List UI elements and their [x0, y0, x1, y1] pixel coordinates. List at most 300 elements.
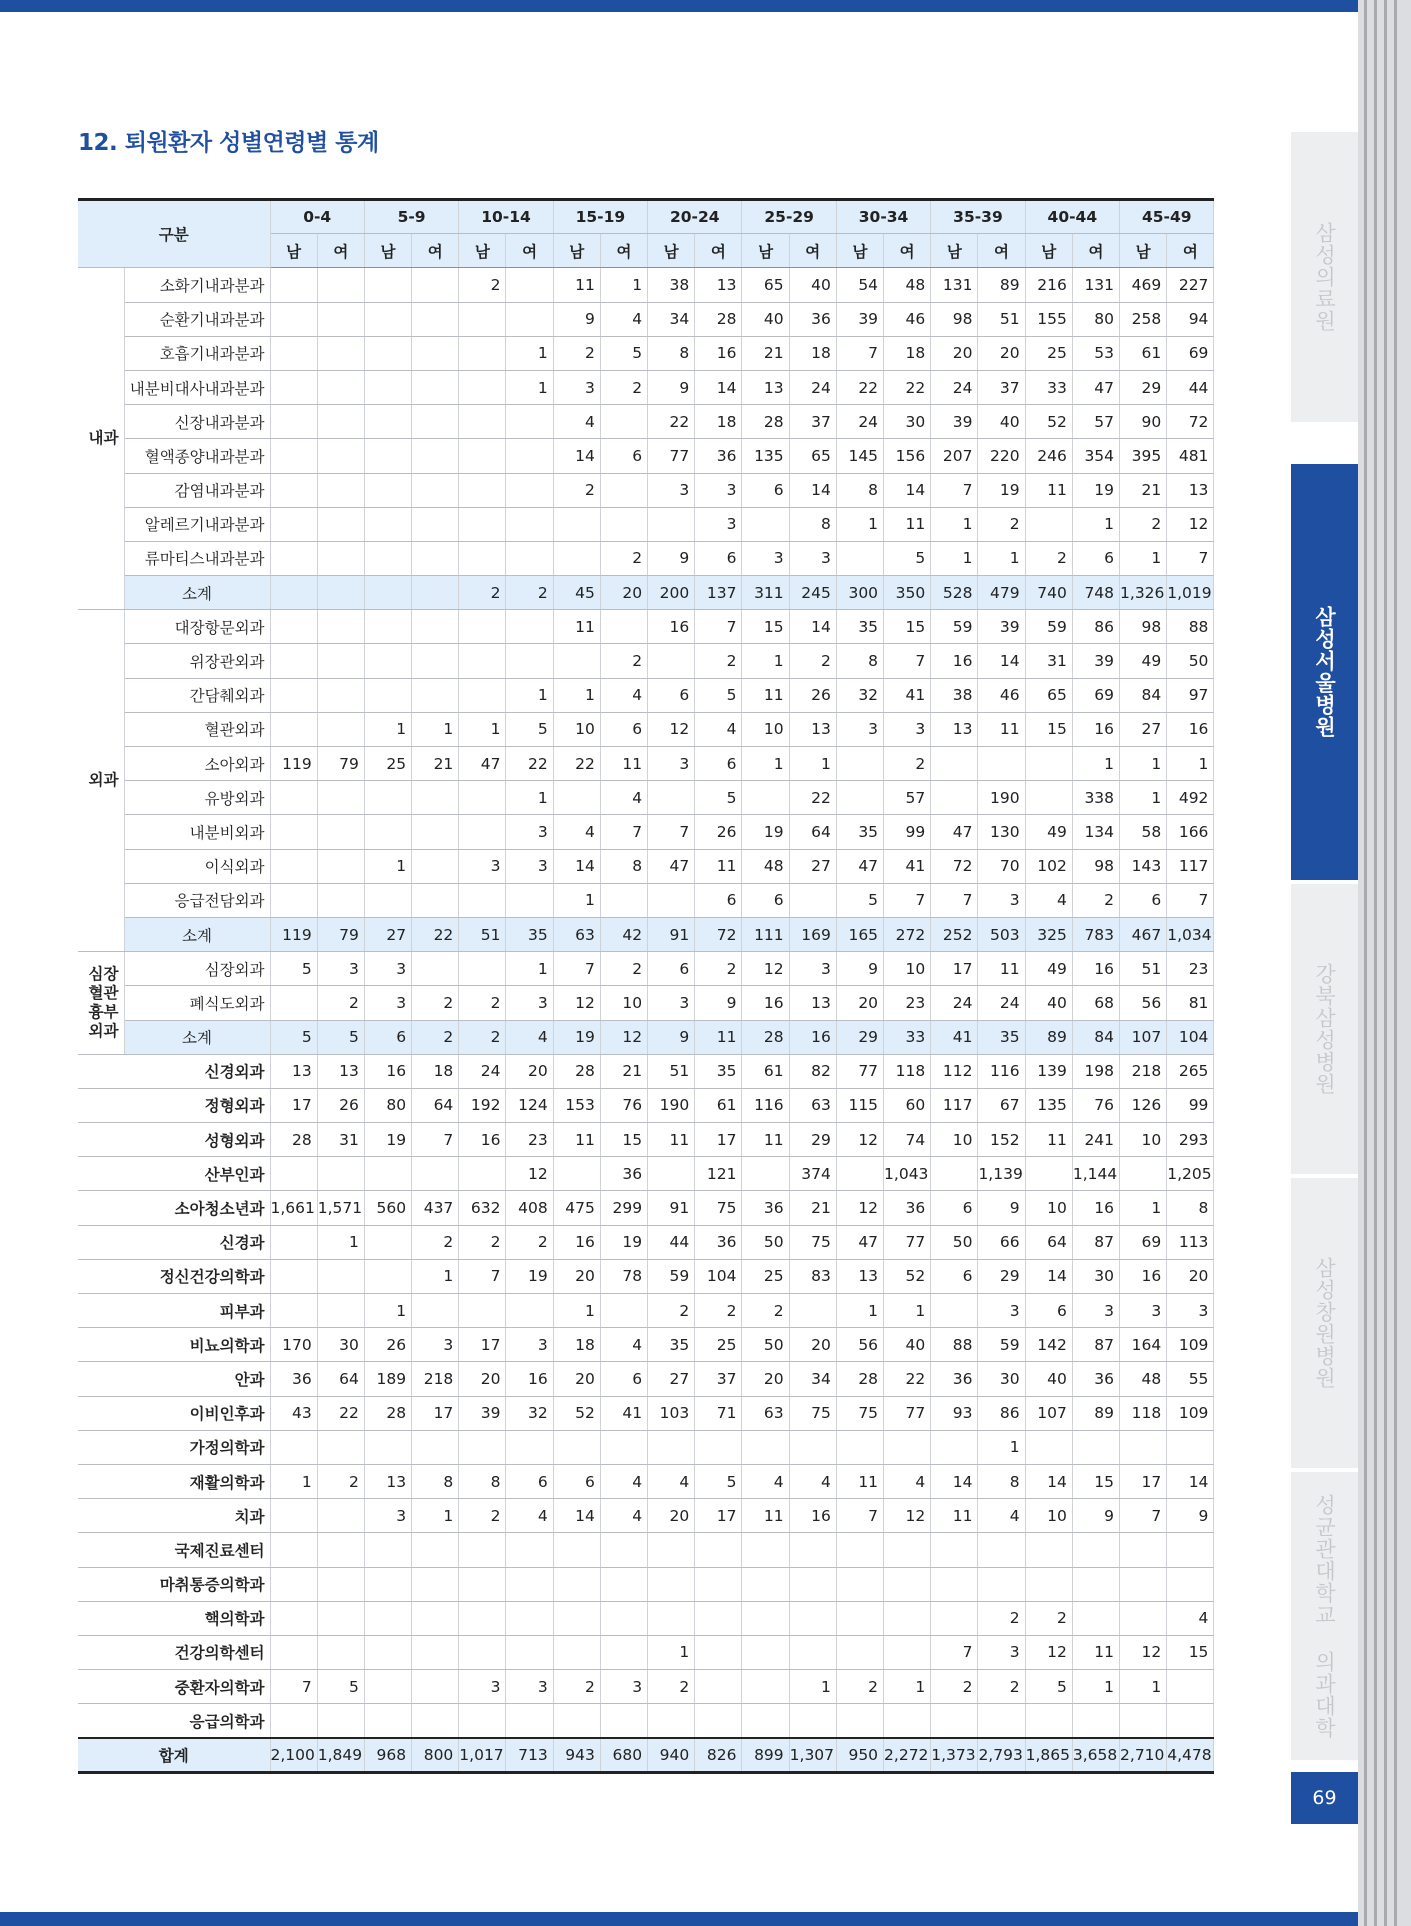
header-row-age	[78, 200, 1214, 234]
value-cell: 77	[648, 439, 695, 473]
value-cell: 12	[836, 1123, 883, 1157]
value-cell	[317, 1430, 364, 1464]
table-row	[78, 1567, 1214, 1601]
value-cell: 99	[1167, 1088, 1214, 1122]
value-cell	[364, 610, 411, 644]
value-cell: 17	[695, 1499, 742, 1533]
value-cell: 28	[364, 1396, 411, 1430]
value-cell: 131	[931, 268, 978, 302]
value-cell: 5	[506, 712, 553, 746]
value-cell: 218	[1120, 1054, 1167, 1088]
value-cell	[459, 1567, 506, 1601]
value-cell: 4	[1167, 1601, 1214, 1635]
value-cell	[931, 1533, 978, 1567]
value-cell	[317, 1499, 364, 1533]
value-cell: 207	[931, 439, 978, 473]
value-cell: 560	[364, 1191, 411, 1225]
value-cell: 25	[742, 1259, 789, 1293]
value-cell: 2	[931, 1670, 978, 1704]
value-cell: 2	[459, 1499, 506, 1533]
value-cell: 1	[506, 678, 553, 712]
value-cell	[695, 1430, 742, 1464]
value-cell	[317, 473, 364, 507]
value-cell: 66	[978, 1225, 1025, 1259]
value-cell	[506, 302, 553, 336]
value-cell: 24	[978, 986, 1025, 1020]
value-cell: 64	[317, 1362, 364, 1396]
side-tab-label: 강북삼성병원	[1312, 963, 1337, 1095]
value-cell: 14	[789, 473, 836, 507]
value-cell: 1	[506, 370, 553, 404]
value-cell	[317, 1533, 364, 1567]
value-cell: 190	[648, 1088, 695, 1122]
value-cell	[1072, 1533, 1119, 1567]
value-cell: 50	[742, 1328, 789, 1362]
value-cell: 119	[270, 917, 317, 951]
side-tab[interactable]	[1291, 132, 1358, 422]
value-cell: 80	[1072, 302, 1119, 336]
value-cell	[270, 1533, 317, 1567]
value-cell: 84	[1120, 678, 1167, 712]
value-cell: 16	[1072, 952, 1119, 986]
value-cell: 75	[789, 1225, 836, 1259]
value-cell	[506, 1294, 553, 1328]
value-cell: 53	[1072, 336, 1119, 370]
value-cell: 60	[884, 1088, 931, 1122]
value-cell: 28	[742, 405, 789, 439]
value-cell	[506, 1635, 553, 1669]
header-age-group: 30-34	[836, 200, 930, 234]
value-cell: 109	[1167, 1328, 1214, 1362]
side-tab[interactable]	[1291, 1178, 1358, 1468]
value-cell: 899	[742, 1738, 789, 1772]
value-cell: 5	[695, 781, 742, 815]
value-cell: 7	[884, 883, 931, 917]
value-cell: 189	[364, 1362, 411, 1396]
value-cell: 16	[742, 986, 789, 1020]
value-cell	[648, 1430, 695, 1464]
value-cell	[270, 507, 317, 541]
row-label: 류마티스내과분과	[124, 541, 270, 575]
value-cell: 1	[506, 336, 553, 370]
value-cell: 20	[600, 576, 647, 610]
value-cell: 77	[884, 1225, 931, 1259]
side-tab[interactable]	[1291, 884, 1358, 1174]
value-cell	[931, 1567, 978, 1601]
value-cell: 25	[695, 1328, 742, 1362]
value-cell: 1	[600, 268, 647, 302]
table-row	[78, 952, 1214, 986]
value-cell: 21	[742, 336, 789, 370]
value-cell	[270, 302, 317, 336]
value-cell: 469	[1120, 268, 1167, 302]
value-cell: 88	[931, 1328, 978, 1362]
value-cell	[317, 507, 364, 541]
value-cell	[364, 1670, 411, 1704]
value-cell: 68	[1072, 986, 1119, 1020]
value-cell: 293	[1167, 1123, 1214, 1157]
value-cell	[270, 849, 317, 883]
value-cell: 7	[695, 610, 742, 644]
header-female: 여	[506, 234, 553, 268]
page-title: 12. 퇴원환자 성별연령별 통계	[78, 130, 379, 156]
value-cell: 14	[695, 370, 742, 404]
value-cell: 29	[978, 1259, 1025, 1293]
value-cell: 16	[789, 1499, 836, 1533]
header-female: 여	[978, 234, 1025, 268]
value-cell: 6	[648, 952, 695, 986]
value-cell	[364, 1157, 411, 1191]
value-cell	[742, 1601, 789, 1635]
value-cell: 16	[506, 1362, 553, 1396]
value-cell: 169	[789, 917, 836, 951]
value-cell: 135	[742, 439, 789, 473]
value-cell	[364, 268, 411, 302]
value-cell: 5	[836, 883, 883, 917]
value-cell: 1	[553, 883, 600, 917]
value-cell: 1	[836, 507, 883, 541]
value-cell: 748	[1072, 576, 1119, 610]
value-cell: 13	[364, 1464, 411, 1498]
value-cell: 22	[506, 747, 553, 781]
value-cell	[1025, 781, 1072, 815]
value-cell: 48	[742, 849, 789, 883]
value-cell	[553, 1533, 600, 1567]
table-row	[78, 1635, 1214, 1669]
value-cell: 2	[553, 336, 600, 370]
value-cell: 43	[270, 1396, 317, 1430]
value-cell	[553, 1635, 600, 1669]
value-cell: 121	[695, 1157, 742, 1191]
value-cell	[742, 1430, 789, 1464]
value-cell: 6	[695, 541, 742, 575]
value-cell	[412, 1635, 459, 1669]
value-cell: 23	[884, 986, 931, 1020]
value-cell: 104	[1167, 1020, 1214, 1054]
value-cell	[742, 1704, 789, 1738]
value-cell: 64	[789, 815, 836, 849]
value-cell: 1,017	[459, 1738, 506, 1772]
department-label: 마취통증의학과	[78, 1567, 270, 1601]
table-row	[78, 678, 1214, 712]
value-cell	[600, 507, 647, 541]
value-cell: 3	[459, 849, 506, 883]
value-cell: 41	[931, 1020, 978, 1054]
value-cell: 14	[553, 439, 600, 473]
value-cell: 20	[836, 986, 883, 1020]
value-cell	[459, 1157, 506, 1191]
value-cell: 7	[931, 1635, 978, 1669]
value-cell: 86	[978, 1396, 1025, 1430]
value-cell	[364, 1601, 411, 1635]
value-cell	[317, 302, 364, 336]
value-cell	[364, 336, 411, 370]
value-cell: 14	[884, 473, 931, 507]
value-cell: 1,205	[1167, 1157, 1214, 1191]
value-cell: 20	[978, 336, 1025, 370]
value-cell: 15	[884, 610, 931, 644]
value-cell: 2,710	[1120, 1738, 1167, 1772]
value-cell: 7	[884, 644, 931, 678]
value-cell: 6	[742, 473, 789, 507]
value-cell	[648, 1533, 695, 1567]
value-cell: 2	[695, 952, 742, 986]
value-cell: 3	[412, 1328, 459, 1362]
value-cell: 12	[553, 986, 600, 1020]
value-cell: 91	[648, 1191, 695, 1225]
value-cell: 26	[364, 1328, 411, 1362]
value-cell: 93	[931, 1396, 978, 1430]
value-cell: 23	[1167, 952, 1214, 986]
value-cell: 131	[1072, 268, 1119, 302]
value-cell: 55	[1167, 1362, 1214, 1396]
row-label: 혈관외과	[124, 712, 270, 746]
value-cell	[1120, 1157, 1167, 1191]
value-cell: 14	[931, 1464, 978, 1498]
value-cell: 76	[1072, 1088, 1119, 1122]
side-tab[interactable]	[1291, 1472, 1358, 1760]
value-cell	[1167, 1704, 1214, 1738]
value-cell: 80	[364, 1088, 411, 1122]
value-cell: 2	[978, 1670, 1025, 1704]
value-cell: 59	[978, 1328, 1025, 1362]
value-cell: 4	[742, 1464, 789, 1498]
value-cell: 2	[884, 747, 931, 781]
table-row	[78, 302, 1214, 336]
value-cell: 12	[742, 952, 789, 986]
value-cell	[459, 1601, 506, 1635]
value-cell: 7	[648, 815, 695, 849]
value-cell: 7	[1167, 541, 1214, 575]
department-label: 안과	[78, 1362, 270, 1396]
value-cell	[412, 370, 459, 404]
header-female: 여	[1072, 234, 1119, 268]
value-cell: 29	[836, 1020, 883, 1054]
value-cell	[412, 302, 459, 336]
value-cell: 10	[1025, 1191, 1072, 1225]
value-cell	[648, 1157, 695, 1191]
value-cell	[553, 781, 600, 815]
value-cell	[506, 610, 553, 644]
value-cell: 20	[459, 1362, 506, 1396]
value-cell: 245	[789, 576, 836, 610]
value-cell: 19	[1072, 473, 1119, 507]
value-cell	[931, 1601, 978, 1635]
value-cell	[459, 644, 506, 678]
value-cell: 3	[648, 986, 695, 1020]
value-cell: 6	[1120, 883, 1167, 917]
value-cell: 11	[884, 507, 931, 541]
value-cell: 75	[695, 1191, 742, 1225]
value-cell: 2	[459, 986, 506, 1020]
value-cell: 104	[695, 1259, 742, 1293]
value-cell	[1167, 1670, 1214, 1704]
value-cell: 137	[695, 576, 742, 610]
value-cell: 90	[1120, 405, 1167, 439]
value-cell: 5	[1025, 1670, 1072, 1704]
value-cell: 22	[789, 781, 836, 815]
header-female: 여	[412, 234, 459, 268]
value-cell: 2	[412, 986, 459, 1020]
value-cell: 1,307	[789, 1738, 836, 1772]
value-cell: 1	[1120, 1670, 1167, 1704]
value-cell: 12	[648, 712, 695, 746]
value-cell: 87	[1072, 1225, 1119, 1259]
value-cell	[412, 1670, 459, 1704]
value-cell: 7	[270, 1670, 317, 1704]
value-cell: 1,865	[1025, 1738, 1072, 1772]
value-cell: 4	[884, 1464, 931, 1498]
value-cell: 47	[459, 747, 506, 781]
value-cell	[317, 644, 364, 678]
value-cell: 800	[412, 1738, 459, 1772]
value-cell: 134	[1072, 815, 1119, 849]
value-cell	[459, 370, 506, 404]
table-row	[78, 1670, 1214, 1704]
department-label: 신경외과	[78, 1054, 270, 1088]
value-cell	[1025, 1157, 1072, 1191]
value-cell: 103	[648, 1396, 695, 1430]
table-row	[78, 883, 1214, 917]
value-cell: 6	[931, 1259, 978, 1293]
value-cell	[600, 1704, 647, 1738]
value-cell	[459, 781, 506, 815]
row-label: 내분비외과	[124, 815, 270, 849]
value-cell: 3	[648, 473, 695, 507]
value-cell: 40	[978, 405, 1025, 439]
value-cell: 3	[789, 541, 836, 575]
value-cell: 72	[1167, 405, 1214, 439]
value-cell: 479	[978, 576, 1025, 610]
value-cell: 11	[978, 712, 1025, 746]
value-cell: 36	[695, 1225, 742, 1259]
side-tab[interactable]	[1291, 464, 1358, 880]
value-cell	[884, 1601, 931, 1635]
value-cell: 21	[412, 747, 459, 781]
value-cell: 475	[553, 1191, 600, 1225]
value-cell	[364, 439, 411, 473]
value-cell: 12	[836, 1191, 883, 1225]
value-cell: 1	[978, 1430, 1025, 1464]
table-row	[78, 1704, 1214, 1738]
value-cell: 1	[884, 1670, 931, 1704]
value-cell: 51	[1120, 952, 1167, 986]
value-cell: 3	[506, 849, 553, 883]
value-cell	[270, 644, 317, 678]
value-cell: 22	[317, 1396, 364, 1430]
value-cell: 18	[412, 1054, 459, 1088]
department-label: 소아청소년과	[78, 1191, 270, 1225]
department-label: 성형외과	[78, 1123, 270, 1157]
subtotal-row	[78, 576, 1214, 610]
value-cell: 2,272	[884, 1738, 931, 1772]
value-cell: 4	[553, 405, 600, 439]
value-cell: 42	[600, 917, 647, 951]
value-cell: 47	[931, 815, 978, 849]
value-cell	[317, 1259, 364, 1293]
value-cell: 166	[1167, 815, 1214, 849]
value-cell	[931, 1157, 978, 1191]
value-cell: 2	[695, 644, 742, 678]
value-cell	[317, 268, 364, 302]
value-cell	[364, 473, 411, 507]
value-cell: 13	[836, 1259, 883, 1293]
value-cell	[1072, 1601, 1119, 1635]
department-label: 정신건강의학과	[78, 1259, 270, 1293]
value-cell	[648, 644, 695, 678]
value-cell	[1025, 1430, 1072, 1464]
table-row	[78, 1362, 1214, 1396]
value-cell: 11	[695, 849, 742, 883]
value-cell: 11	[600, 747, 647, 781]
value-cell: 40	[742, 302, 789, 336]
value-cell	[412, 576, 459, 610]
department-label: 산부인과	[78, 1157, 270, 1191]
value-cell	[459, 883, 506, 917]
value-cell: 126	[1120, 1088, 1167, 1122]
value-cell: 11	[742, 1123, 789, 1157]
value-cell	[648, 883, 695, 917]
value-cell: 11	[978, 952, 1025, 986]
value-cell: 2	[506, 576, 553, 610]
value-cell: 16	[695, 336, 742, 370]
header-male: 남	[459, 234, 506, 268]
value-cell: 740	[1025, 576, 1072, 610]
value-cell: 4	[600, 302, 647, 336]
value-cell: 36	[884, 1191, 931, 1225]
value-cell	[931, 1430, 978, 1464]
value-cell: 19	[742, 815, 789, 849]
value-cell: 200	[648, 576, 695, 610]
value-cell	[506, 541, 553, 575]
value-cell	[364, 576, 411, 610]
value-cell: 69	[1167, 336, 1214, 370]
value-cell	[553, 541, 600, 575]
value-cell: 9	[836, 952, 883, 986]
value-cell: 5	[270, 1020, 317, 1054]
value-cell	[364, 1430, 411, 1464]
value-cell	[789, 1567, 836, 1601]
value-cell: 2	[1072, 883, 1119, 917]
header-male: 남	[364, 234, 411, 268]
value-cell: 8	[459, 1464, 506, 1498]
value-cell: 9	[1072, 1499, 1119, 1533]
value-cell: 17	[459, 1328, 506, 1362]
value-cell: 16	[789, 1020, 836, 1054]
value-cell: 4	[978, 1499, 1025, 1533]
value-cell	[648, 781, 695, 815]
value-cell: 67	[978, 1088, 1025, 1122]
value-cell: 9	[1167, 1499, 1214, 1533]
value-cell: 36	[600, 1157, 647, 1191]
value-cell: 30	[317, 1328, 364, 1362]
value-cell	[553, 1430, 600, 1464]
group-label	[78, 952, 124, 1055]
value-cell: 36	[789, 302, 836, 336]
header-age-group: 5-9	[364, 200, 458, 234]
value-cell: 4	[1025, 883, 1072, 917]
subtotal-label: 소계	[124, 576, 270, 610]
value-cell: 20	[789, 1328, 836, 1362]
value-cell	[836, 541, 883, 575]
value-cell: 28	[742, 1020, 789, 1054]
value-cell	[459, 610, 506, 644]
value-cell	[364, 1635, 411, 1669]
value-cell	[270, 1499, 317, 1533]
value-cell: 3	[789, 952, 836, 986]
value-cell: 11	[553, 610, 600, 644]
header-male: 남	[742, 234, 789, 268]
